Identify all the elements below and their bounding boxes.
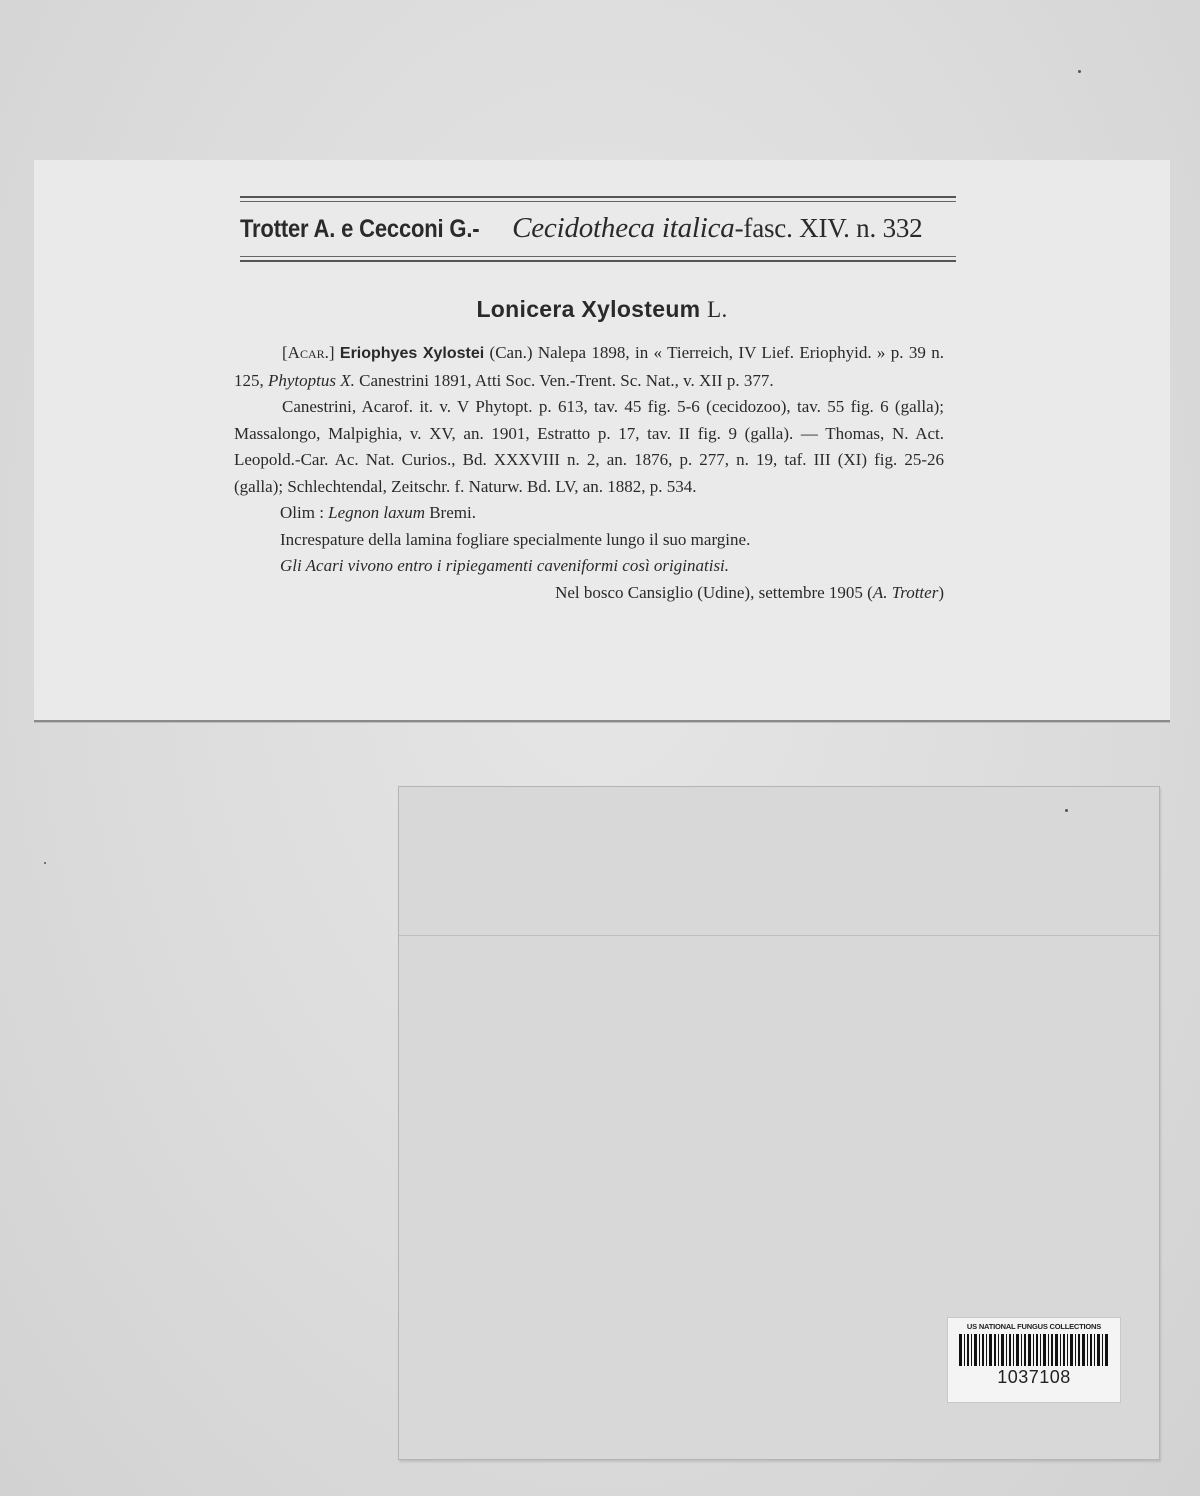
species-author: L.	[707, 297, 728, 322]
barcode-caption: US NATIONAL FUNGUS COLLECTIONS	[966, 1322, 1102, 1331]
header-line	[240, 202, 956, 253]
barcode-number: 1037108	[997, 1367, 1071, 1387]
paragraph-organism	[234, 340, 944, 394]
paragraph-note: Gli Acari vivono entro i ripiegamenti caveniformi così originatisi.	[280, 556, 730, 575]
organism-synonym: Phytoptus X.	[268, 370, 355, 390]
barcode-icon	[959, 1334, 1109, 1366]
organism-reference-b: Canestrini 1891, Atti Soc. Ven.-Trent. Sc. Nat., v. XII p. 377.	[354, 370, 774, 390]
label-series: Cecidotheca italica	[512, 212, 735, 244]
locality-text: Nel bosco Cansiglio (Udine), settembre 1905 (	[555, 582, 873, 602]
paragraph-description: Increspature della lamina fogliare specialmente lungo il suo margine.	[280, 529, 751, 549]
sheet-speck	[44, 862, 46, 864]
sheet-speck	[1078, 70, 1081, 73]
organism-reference-a: (Can.) Nalepa 1898, in « Tierreich, IV Lief. Eriophyid. » p. 39 n. 125,	[234, 343, 945, 390]
label-header	[240, 196, 956, 262]
locality-close: )	[938, 582, 944, 602]
envelope-speck	[1065, 809, 1068, 812]
organism-name: Eriophyes Xylostei	[339, 345, 485, 362]
species-name: Lonicera Xylosteum	[476, 296, 701, 322]
species-title	[34, 296, 1170, 323]
olim-suffix: Bremi.	[424, 503, 476, 522]
label-fascicle: -fasc. XIV. n. 332	[734, 213, 923, 243]
label-authors: Trotter A. e Cecconi G.-	[240, 215, 480, 243]
olim-prefix: Olim :	[280, 503, 329, 522]
locality-collector: A. Trotter	[872, 582, 939, 602]
header-rule-top	[240, 196, 956, 198]
order-prefix: [Acar.]	[282, 343, 335, 362]
paragraph-olim	[234, 500, 944, 527]
header-rule-bottom-thin	[240, 256, 956, 257]
specimen-envelope	[398, 786, 1160, 1460]
label-body	[234, 340, 944, 606]
specimen-label	[34, 160, 1170, 722]
envelope-flap-line	[399, 935, 1159, 936]
paragraph-locality	[234, 580, 944, 607]
paragraph-references: Canestrini, Acarof. it. v. V Phytopt. p. 613, tav. 45 fig. 5-6 (cecidozoo), tav. 55 fig. 6 (galla); Massalongo, Malpighia, v. XV, an. 1901, Estratto p. 17, tav. II fig. 9 (galla). — Thomas, N. Act. Leopold.-Car. Ac. Nat. Curios., Bd. XXXVIII n. 2, an. 1876, p. 277, n. 19, taf. III (XI) fig. 25-26 (galla); Schlechtendal, Zeitschr. f. Naturw. Bd. LV, an. 1882, p. 534.	[234, 397, 944, 496]
olim-name: Legnon laxum	[328, 503, 425, 522]
header-rule-bottom	[240, 260, 956, 262]
barcode-label	[947, 1317, 1121, 1403]
